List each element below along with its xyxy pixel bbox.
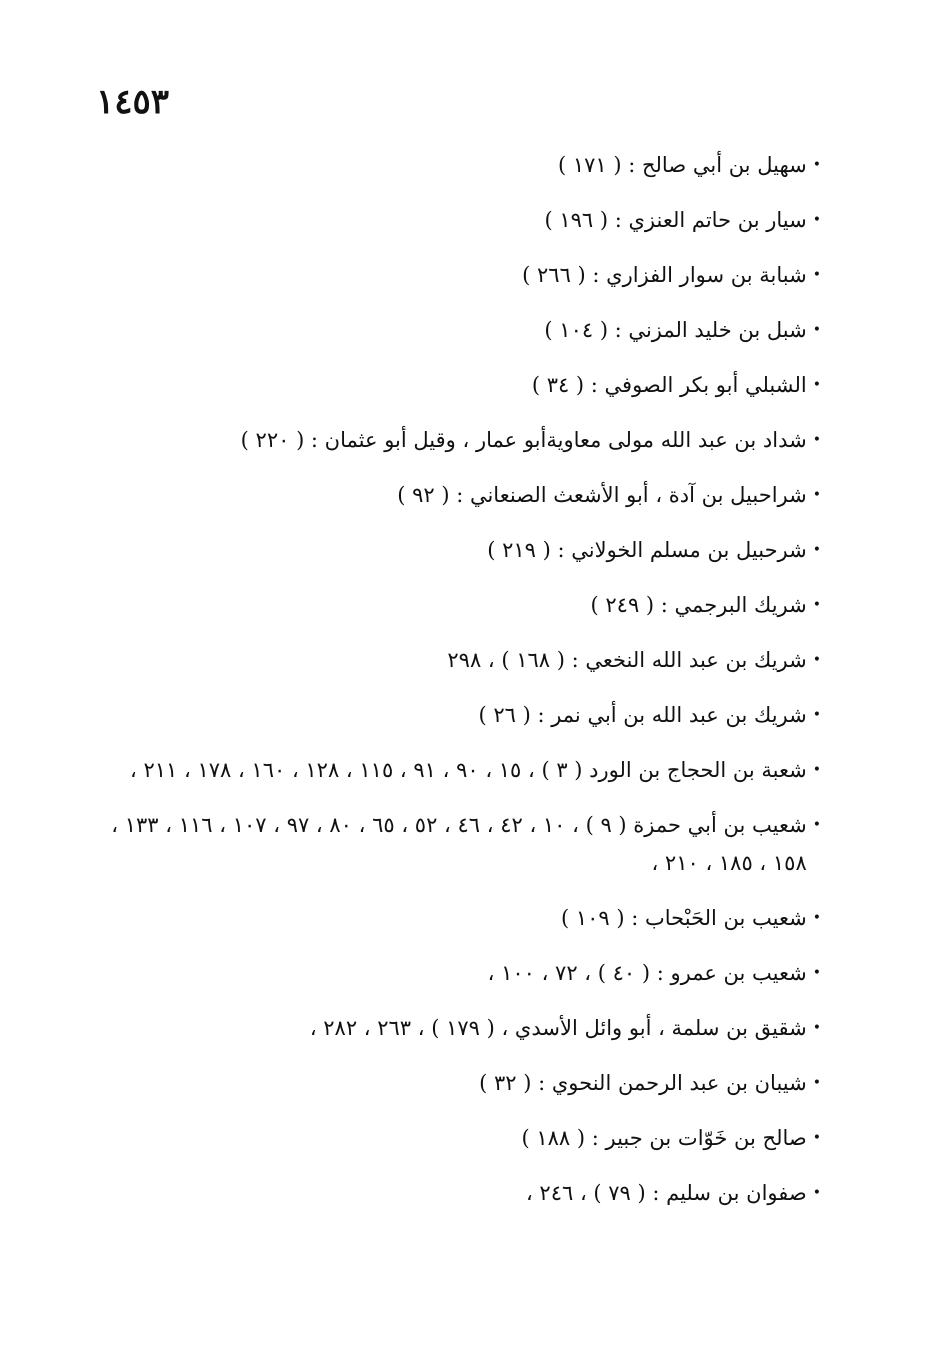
bullet-icon: • [812,762,821,778]
list-item [91,256,821,311]
bullet-icon: • [812,377,821,393]
entry-text: سهيل بن أبي صالح : ( ١٧١ ) [557,153,807,177]
index-entries [91,146,821,1229]
bullet-icon: • [812,707,821,723]
entry-text: الشبلي أبو بكر الصوفي : ( ٣٤ ) [531,373,807,397]
bullet-icon: • [812,965,821,981]
bullet-icon: • [812,1130,821,1146]
list-item [91,1174,821,1229]
entry-text: شيبان بن عبد الرحمن النحوي : ( ٣٢ ) [479,1071,807,1095]
entry-text: شقيق بن سلمة ، أبو وائل الأسدي ، ( ١٧٩ ) ، ٢٦٣ ، ٢٨٢ ، [309,1016,807,1040]
entry-text: شداد بن عبد الله مولى معاويةأبو عمار ، وقيل أبو عثمان : ( ٢٢٠ ) [240,428,807,452]
list-item [91,476,821,531]
entry-text: شبل بن خليد المزني : ( ١٠٤ ) [544,318,807,342]
list-item [91,954,821,1009]
list-item [91,201,821,256]
entry-text: شعيب بن أبي حمزة ( ٩ ) ، ١٠ ، ٤٢ ، ٤٦ ، ٥٢ ، ٦٥ ، ٨٠ ، ٩٧ ، ١٠٧ ، ١١٦ ، ١٣٣ ، ١٥٨ ، ١٨٥ ، ٢١٠ ، [111,813,807,875]
bullet-icon: • [812,1020,821,1036]
entry-text: شريك البرجمي : ( ٢٤٩ ) [590,593,807,617]
list-item [91,531,821,586]
list-item [91,1119,821,1174]
entry-text: شعيب بن الحَبْحاب : ( ١٠٩ ) [561,906,807,930]
bullet-icon: • [812,157,821,173]
entry-text: شرحبيل بن مسلم الخولاني : ( ٢١٩ ) [487,538,807,562]
list-item [91,421,821,476]
list-item [91,751,821,806]
list-item [91,366,821,421]
entry-text: سيار بن حاتم العنزي : ( ١٩٦ ) [544,208,807,232]
bullet-icon: • [812,212,821,228]
bullet-icon: • [812,542,821,558]
bullet-icon: • [812,817,821,833]
list-item [91,146,821,201]
list-item [91,899,821,954]
entry-text: شعيب بن عمرو : ( ٤٠ ) ، ٧٢ ، ١٠٠ ، [487,961,807,985]
bullet-icon: • [812,1185,821,1201]
list-item [91,696,821,751]
bullet-icon: • [812,487,821,503]
bullet-icon: • [812,432,821,448]
entry-text: صفوان بن سليم : ( ٧٩ ) ، ٢٤٦ ، [525,1181,807,1205]
bullet-icon: • [812,597,821,613]
list-item [91,806,821,899]
list-item [91,641,821,696]
bullet-icon: • [812,322,821,338]
bullet-icon: • [812,652,821,668]
list-item [91,586,821,641]
list-item [91,1009,821,1064]
entry-text: شعبة بن الحجاج بن الورد ( ٣ ) ، ١٥ ، ٩٠ ، ٩١ ، ١١٥ ، ١٢٨ ، ١٦٠ ، ١٧٨ ، ٢١١ ، [130,758,807,782]
bullet-icon: • [812,910,821,926]
entry-text: صالح بن خَوّات بن جبير : ( ١٨٨ ) [521,1126,807,1150]
bullet-icon: • [812,267,821,283]
list-item [91,311,821,366]
entry-text: شريك بن عبد الله بن أبي نمر : ( ٢٦ ) [478,703,807,727]
entry-text: شريك بن عبد الله النخعي : ( ١٦٨ ) ، ٢٩٨ [447,648,807,672]
page-number: ١٤٥٣ [96,82,170,122]
bullet-icon: • [812,1075,821,1091]
list-item [91,1064,821,1119]
entry-text: شبابة بن سوار الفزاري : ( ٢٦٦ ) [522,263,807,287]
entry-text: شراحبيل بن آدة ، أبو الأشعث الصنعاني : ( ٩٢ ) [397,483,807,507]
